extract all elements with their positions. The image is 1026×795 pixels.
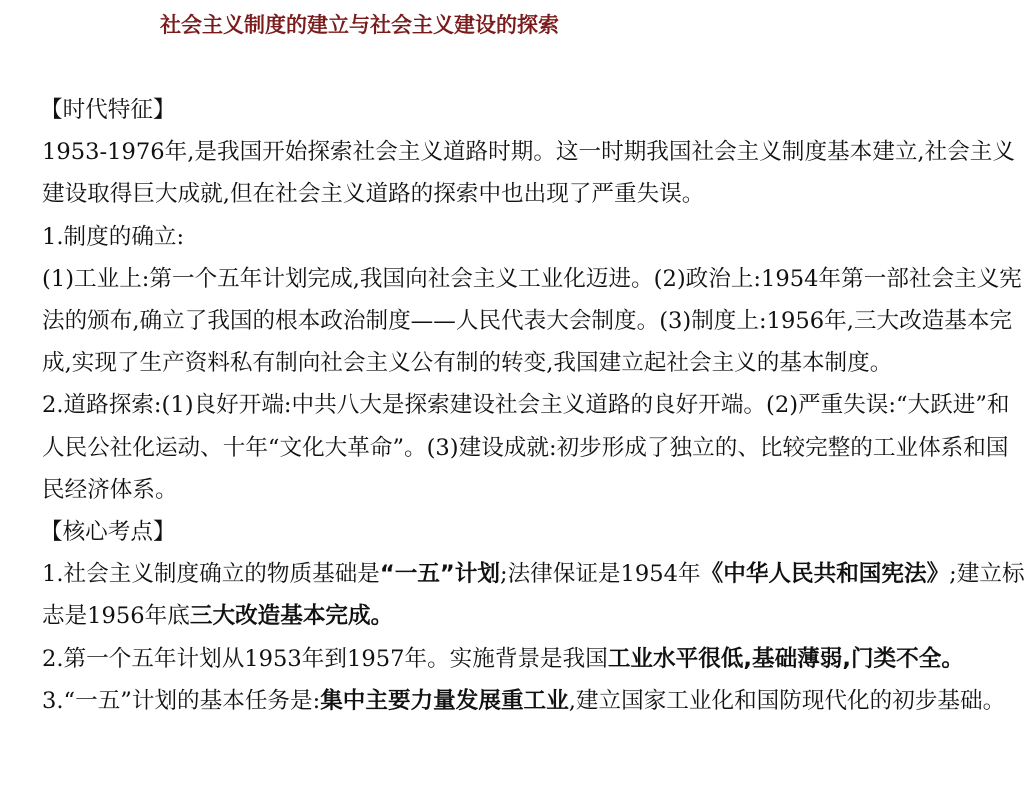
- section-header-era: 【时代特征】: [40, 97, 176, 123]
- core2-highlight-background: 工业水平很低,基础薄弱,门类不全。: [607, 645, 964, 672]
- core2-text-a: 2.第一个五年计划从1953年到1957年。实施背景是我国: [42, 645, 608, 672]
- core1-text-c: ;法律保证是1954年: [499, 561, 701, 588]
- item2-paragraph: 2.道路探索:(1)良好开端:中共八大是探索建设社会主义道路的良好开端。(2)严重失误:“大跃进”和人民公社化运动、十年“文化大革命”。(3)建设成就:初步形成了独立的、比较完整的工业体系和国民经济体系。: [42, 392, 1010, 503]
- core-point-2: [42, 638, 1026, 680]
- era-paragraph: 1953-1976年,是我国开始探索社会主义道路时期。这一时期我国社会主义制度基本建立,社会主义建设取得巨大成就,但在社会主义道路的探索中也出现了严重失误。: [42, 139, 1015, 208]
- document-body: [42, 89, 1026, 722]
- core3-text-c: ,建立国家工业化和国防现代化的初步基础。: [568, 687, 1006, 714]
- core1-highlight-plan: “一五”计划: [379, 561, 500, 588]
- page-title: 社会主义制度的建立与社会主义建设的探索: [160, 13, 559, 37]
- core1-text-e: ;建立标志是1956年底: [42, 561, 1025, 630]
- core3-text-a: 3.“一五”计划的基本任务是:: [42, 687, 321, 714]
- core1-highlight-transformation: 三大改造基本完成。: [189, 603, 394, 630]
- item1-heading: 1.制度的确立:: [42, 223, 185, 250]
- core1-highlight-constitution: 《中华人民共和国宪法》: [700, 561, 950, 588]
- section-header-core: 【核心考点】: [40, 519, 176, 546]
- core-point-3: [42, 680, 1026, 722]
- core3-highlight-task: 集中主要力量发展重工业: [320, 687, 569, 714]
- core1-text-a: 1.社会主义制度确立的物质基础是: [42, 561, 380, 588]
- core-point-1: [42, 553, 1026, 637]
- item1-paragraph: (1)工业上:第一个五年计划完成,我国向社会主义工业化迈进。(2)政治上:1954年第一部社会主义宪法的颁布,确立了我国的根本政治制度——人民代表大会制度。(3)制度上:1956年,三大改造基本完成,实现了生产资料私有制向社会主义公有制的转变,我国建立起社会主义的基本制度。: [42, 265, 1022, 377]
